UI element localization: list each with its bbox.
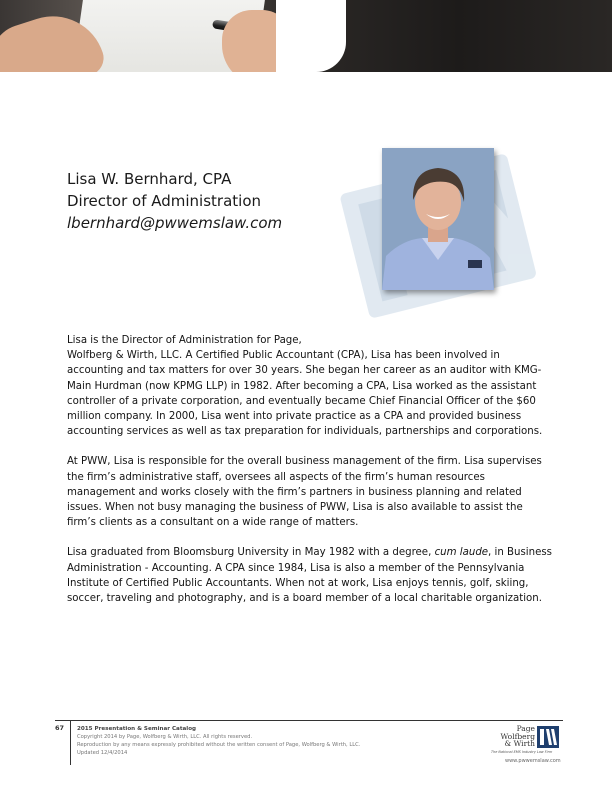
logo-names (491, 725, 535, 748)
bio-paragraph-3-emphasis: cum laude (434, 547, 489, 559)
logo-tagline: The National EMS Industry Law Firm (491, 750, 553, 754)
copyright-notice: Copyright 2014 by Page, Wolfberg & Wirth, LLC. All rights reserved. (77, 734, 253, 740)
logo-line-1: Page (516, 724, 535, 733)
page-number: 67 (55, 724, 65, 732)
logo-line-3: & Wirth (504, 739, 535, 749)
bio-paragraph-1-rest: Wolfberg & Wirth, LLC. A Certified Public Accountant (CPA), Lisa has been involved in accounting and tax matters for over 30 years. She began her career as an auditor with KMG-Main Hurdman (now KPMG LLP) in 1982. After becoming a CPA, Lisa worked as the assistant controller of a private corporation, and eventually became Chief Financial Officer of the $60 million company. In 2000, Lisa went into private practice as a CPA and provided business accounting services as well as tax preparation for individuals, partnerships and corporations. (67, 350, 543, 438)
person-email[interactable]: lbernhard@pwwemslaw.com (67, 214, 283, 232)
firm-logo (491, 723, 563, 767)
pww-mark-icon (537, 726, 559, 748)
person-name: Lisa W. Bernhard, CPA (67, 170, 232, 188)
logo-line-2: Wolfberg (500, 731, 535, 741)
profile-photo (382, 148, 494, 290)
bio-paragraph-1 (67, 333, 553, 439)
catalog-title: 2015 Presentation & Seminar Catalog (77, 726, 197, 732)
shirt-sleeve (276, 0, 346, 72)
updated-date: Updated 12/4/2014 (77, 750, 128, 756)
page-footer (55, 720, 563, 771)
firm-website[interactable]: www.pwwemslaw.com (505, 758, 561, 764)
bio-paragraph-3 (67, 545, 553, 606)
reproduction-notice: Reproduction by any means expressly prohibited without the written consent of Page, Wolfberg & Wirth, LLC. (77, 742, 361, 748)
header-banner-photo (0, 0, 612, 72)
bio-paragraph-2: At PWW, Lisa is responsible for the overall business management of the firm. Lisa supervises the firm’s administrative staff, oversees all aspects of the firm’s human resources management and works closely with the firm’s partners in business planning and related issues. When not busy managing the business of PWW, Lisa is also available to assist the firm’s clients as a consultant on a wide range of matters. (67, 456, 542, 529)
footer-info (77, 725, 407, 757)
portrait-illustration (382, 148, 494, 290)
bio-paragraph-1-first-line: Lisa is the Director of Administration for Page, (67, 335, 302, 346)
profile-heading (67, 168, 367, 234)
bio-paragraph-3-end: , in Business Administration - Accounting. A CPA since 1984, Lisa is also a member of the Pennsylvania Institute of Certified Public Accountants. When not at work, Lisa enjoys tennis, golf, skiing, soccer, traveling and photography, and is a board member of a local charitable organization. (67, 547, 552, 605)
bio-paragraph-3-start: Lisa graduated from Bloomsburg University in May 1982 with a degree, (67, 547, 435, 559)
footer-divider (70, 721, 71, 765)
person-title: Director of Administration (67, 192, 262, 210)
biography (67, 333, 553, 621)
